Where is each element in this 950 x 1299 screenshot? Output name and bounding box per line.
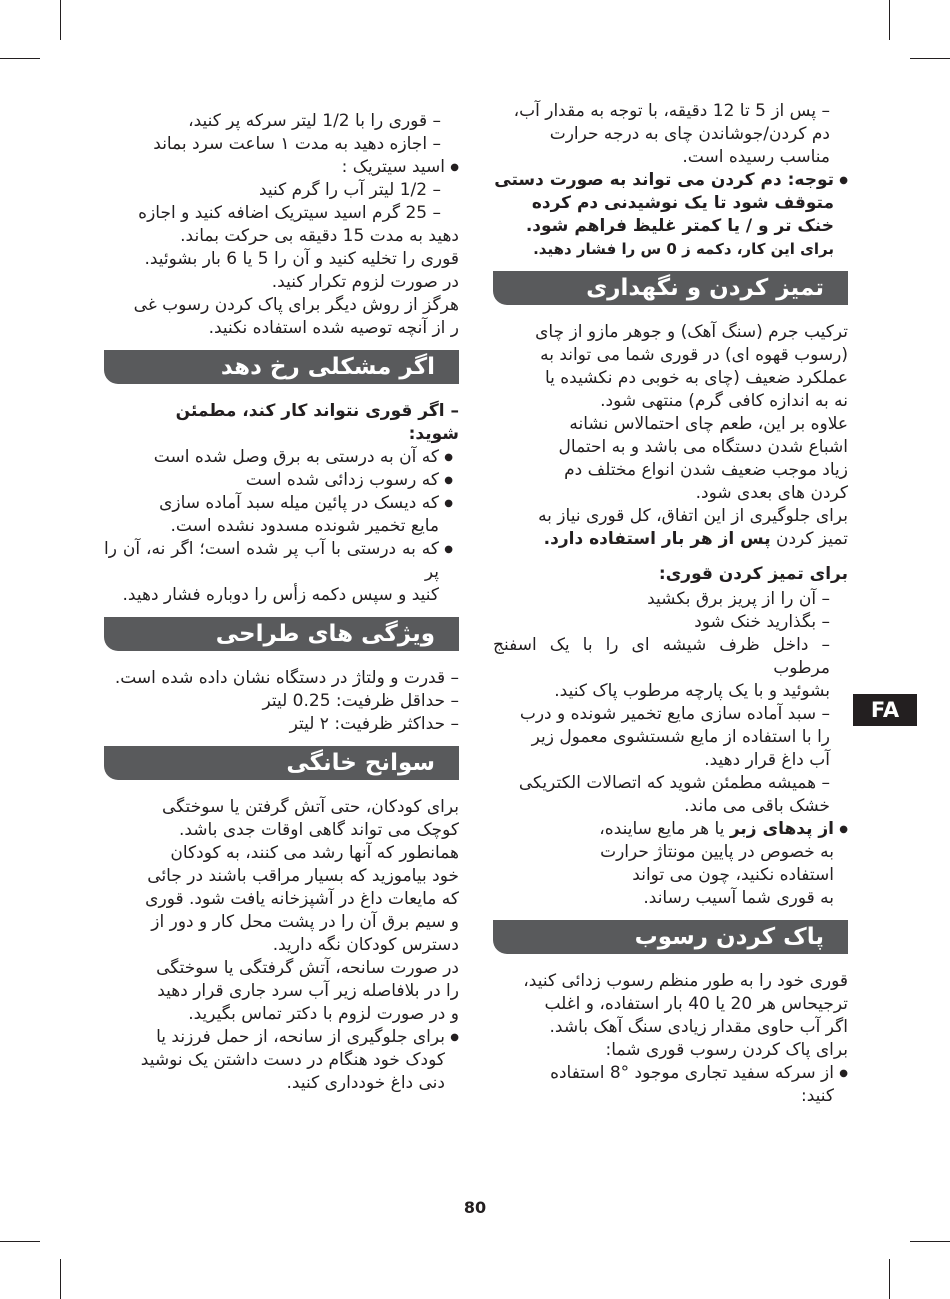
descaling-paragraph-line: ترجیحاس هر 20 یا 40 بار استفاده، و اغلب bbox=[544, 994, 848, 1014]
cleaning-last-bold: پس از هر بار استفاده دارد. bbox=[543, 529, 771, 549]
cleaning-paragraph-line: نه به اندازه کافی گرم) منتهی شود. bbox=[600, 391, 848, 411]
crop-mark bbox=[889, 0, 890, 40]
design-item: – حداکثر ظرفیت: ۲ لیتر bbox=[104, 713, 459, 736]
closing-line: ر از آنچه توصیه شده استفاده نکنید. bbox=[208, 318, 459, 338]
accidents-paragraph-line: کوچک می تواند گاهی اوقات جدی باشد. bbox=[178, 820, 459, 840]
section-heading-design: ویژگی های طراحی bbox=[104, 617, 459, 651]
accidents-paragraph-line: را در بلافاصله زیر آب سرد جاری قرار دهید bbox=[157, 981, 459, 1001]
section-heading-cleaning: تمیز کردن و نگهداری bbox=[493, 271, 848, 305]
accidents-paragraph-line: در صورت سانحه، آتش گرفتگی یا سوختگی bbox=[156, 958, 459, 978]
note-line: ● توجه: دم کردن می تواند به صورت دستی bbox=[493, 169, 848, 192]
language-tab: FA bbox=[853, 694, 917, 726]
cleaning-paragraph-line bbox=[493, 528, 848, 551]
cleaning-step: خشک باقی می ماند. bbox=[684, 796, 830, 816]
accidents-paragraph-line: دسترس کودکان نگه دارید. bbox=[272, 935, 459, 955]
accidents-paragraph-line: که مایعات داغ در آشپزخانه یافت شود. قوری bbox=[145, 889, 459, 909]
intro-line: مناسب رسیده است. bbox=[682, 147, 830, 167]
cleaning-paragraph-line: زیاد موجب ضعیف شدن انواع مختلف دم bbox=[564, 460, 848, 480]
cleaning-subheading: برای تمیز کردن قوری: bbox=[658, 564, 848, 584]
cleaning-step: – بگذارید خنک شود bbox=[493, 611, 848, 634]
descaling-bullet-cont: کنید: bbox=[800, 1086, 834, 1106]
cleaning-paragraph-line: اشباع شدن دستگاه می باشد و به احتمال bbox=[558, 437, 848, 457]
intro-line: دم کردن/جوشاندن چای به درجه حرارت bbox=[549, 124, 830, 144]
accidents-bullet: ● برای جلوگیری از سانحه، از حمل فرزند یا bbox=[104, 1026, 459, 1049]
note-line: برای این کار، دکمه ز 0 س را فشار دهید. bbox=[533, 240, 834, 258]
warning-bold: از پدهای زبر bbox=[729, 819, 834, 839]
descaling-paragraph-line: اگر آب حاوی مقدار زیادی سنگ آهک باشد. bbox=[549, 1017, 848, 1037]
trouble-item: ● که دیسک در پائین میله سبد آماده سازی bbox=[104, 492, 453, 515]
page-number: 80 bbox=[463, 1198, 487, 1217]
trouble-item: ● که آن به درستی به برق وصل شده است bbox=[104, 446, 453, 469]
trouble-item: ● که به درستی با آب پر شده است؛ اگر نه، آن را پر bbox=[104, 538, 453, 584]
cleaning-paragraph-line: کردن های بعدی شود. bbox=[695, 483, 848, 503]
crop-mark bbox=[910, 1241, 950, 1242]
accidents-paragraph-line: و در صورت لزوم با دکتر تماس بگیرید. bbox=[188, 1004, 459, 1024]
citric-step: – 25 گرم اسید سیتریک اضافه کنید و اجازه bbox=[104, 202, 459, 225]
note-line: متوقف شود تا یک نوشیدنی دم کرده bbox=[531, 193, 834, 213]
crop-mark bbox=[0, 58, 40, 59]
cleaning-paragraph-line: (رسوب قهوه ای) در قوری شما می تواند به bbox=[540, 345, 848, 365]
section-heading-descaling: پاک کردن رسوب bbox=[493, 920, 848, 954]
accidents-bullet-cont: کودک خود هنگام در دست داشتن یک نوشید bbox=[140, 1050, 445, 1070]
warning-line: استفاده نکنید، چون می تواند bbox=[632, 865, 834, 885]
warning-line: به خصوص در پایین مونتاژ حرارت bbox=[600, 842, 834, 862]
closing-line: قوری را تخلیه کنید و آن را 5 یا 6 بار بشوئید. bbox=[144, 249, 459, 269]
warning-line: به قوری شما آسیب رساند. bbox=[643, 888, 834, 908]
cleaning-step: آب داغ قرار دهید. bbox=[704, 750, 830, 770]
cleaning-paragraph-line: علاوه بر این، طعم چای احتمالاس نشانه bbox=[569, 414, 848, 434]
accidents-paragraph-line: خود بیاموزید که بسیار مراقب باشند در جائی bbox=[147, 866, 459, 886]
left-column bbox=[104, 110, 459, 1095]
crop-mark bbox=[910, 58, 950, 59]
intro-line: – پس از 5 تا 12 دقیقه، با توجه به مقدار آب، bbox=[493, 100, 848, 123]
descaling-bullet: ● از سرکه سفید تجاری موجود °8 استفاده bbox=[493, 1062, 848, 1085]
citric-step: – 1/2 لیتر آب را گرم کنید bbox=[104, 179, 459, 202]
cleaning-last-normal: تمیز کردن bbox=[775, 529, 848, 549]
citric-bullet: ● اسید سیتریک : bbox=[104, 156, 459, 179]
accidents-paragraph-line: برای کودکان، حتی آتش گرفتن یا سوختگی bbox=[162, 797, 459, 817]
vinegar-step: – اجازه دهید به مدت ۱ ساعت سرد بماند bbox=[104, 133, 459, 156]
trouble-lead: – اگر قوری نتواند کار کند، مطمئن bbox=[104, 400, 459, 423]
cleaning-step: – سبد آماده سازی مایع تخمیر شونده و درب bbox=[493, 703, 848, 726]
cleaning-step: را با استفاده از مایع شستشوی معمول زیر bbox=[531, 727, 830, 747]
crop-mark bbox=[60, 1259, 61, 1299]
cleaning-paragraph-line: عملکرد ضعیف (چای به خوبی دم نکشیده یا bbox=[544, 368, 848, 388]
accidents-bullet-cont: دنی داغ خودداری کنید. bbox=[286, 1073, 445, 1093]
closing-line: در صورت لزوم تکرار کنید. bbox=[271, 272, 459, 292]
crop-mark bbox=[889, 1259, 890, 1299]
section-heading-trouble: اگر مشکلی رخ دهد bbox=[104, 350, 459, 384]
design-item: – حداقل ظرفیت: 0.25 لیتر bbox=[104, 690, 459, 713]
cleaning-warning bbox=[493, 818, 848, 841]
cleaning-step: – همیشه مطمئن شوید که اتصالات الکتریکی bbox=[493, 772, 848, 795]
trouble-item: مایع تخمیر شونده مسدود نشده است. bbox=[170, 516, 439, 536]
trouble-lead: شوید: bbox=[408, 424, 459, 444]
warning-rest: یا هر مایع ساینده، bbox=[599, 819, 725, 839]
cleaning-paragraph-line: ترکیب جرم (سنگ آهک) و جوهر مازو از چای bbox=[535, 322, 848, 342]
crop-mark bbox=[0, 1241, 40, 1242]
citric-step: دهید به مدت 15 دقیقه بی حرکت بماند. bbox=[180, 226, 459, 246]
cleaning-step: بشوئید و با یک پارچه مرطوب پاک کنید. bbox=[554, 681, 830, 701]
right-column bbox=[493, 100, 848, 1108]
vinegar-step: – قوری را با 1/2 لیتر سرکه پر کنید، bbox=[104, 110, 459, 133]
cleaning-paragraph-line: برای جلوگیری از این اتفاق، کل قوری نیاز به bbox=[538, 506, 848, 526]
descaling-paragraph-line: قوری خود را به طور منظم رسوب زدائی کنید، bbox=[523, 971, 848, 991]
cleaning-step: – آن را از پریز برق بکشید bbox=[493, 588, 848, 611]
closing-line: هرگز از روش دیگر برای پاک کردن رسوب غی bbox=[133, 295, 459, 315]
trouble-item: ● که رسوب زدائی شده است bbox=[104, 469, 453, 492]
trouble-item: کنید و سپس دکمه زأس را دوباره فشار دهید. bbox=[122, 585, 439, 605]
accidents-paragraph-line: همانطور که آنها رشد می کنند، به کودکان bbox=[170, 843, 459, 863]
accidents-paragraph-line: و سیم برق آن را در پشت محل کار و دور از bbox=[151, 912, 459, 932]
descaling-paragraph-line: برای پاک کردن رسوب قوری شما: bbox=[605, 1040, 848, 1060]
cleaning-step: – داخل ظرف شیشه ای را با یک اسفنج مرطوب bbox=[493, 634, 848, 680]
crop-mark bbox=[60, 0, 61, 40]
section-heading-accidents: سوانح خانگی bbox=[104, 746, 459, 780]
design-item: – قدرت و ولتاژ در دستگاه نشان داده شده است. bbox=[104, 667, 459, 690]
note-line: خنک تر و / یا کمتر غلیظ فراهم شود. bbox=[525, 216, 834, 236]
